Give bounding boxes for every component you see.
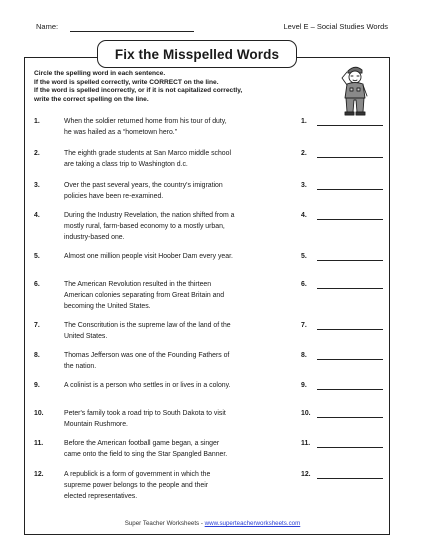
name-line[interactable] [70, 31, 194, 32]
question-line: When the soldier returned home from his tour of duty, [64, 118, 227, 125]
answer-line[interactable] [317, 359, 383, 360]
question-number: 5. [34, 253, 40, 260]
answer-number: 5. [301, 253, 307, 260]
question-text [64, 116, 314, 138]
instruction-line: Circle the spelling word in each sentence. [34, 70, 166, 77]
question-text [64, 438, 314, 460]
question-text [64, 251, 314, 262]
answer-line[interactable] [317, 189, 383, 190]
footer-brand: Super Teacher Worksheets - [124, 520, 203, 527]
question-line: Peter's family took a road trip to South Dakota to visit [64, 410, 226, 417]
question-line: policies have been re-examined. [64, 193, 164, 200]
question-line: A colinist is a person who settles in or lives in a colony. [64, 382, 231, 389]
question-line: elected representatives. [64, 493, 138, 500]
footer-link[interactable]: www.superteacherworksheets.com [204, 520, 301, 527]
question-text [64, 469, 314, 502]
instruction-line: If the word is spelled incorrectly, or if it is not capitalized correctly, [34, 87, 243, 95]
question-line: industry-based one. [64, 234, 125, 241]
page-title: Fix the Misspelled Words [97, 40, 297, 68]
answer-line[interactable] [317, 219, 383, 220]
question-line: The eighth grade students at San Marco middle school [64, 150, 232, 157]
instructions [34, 70, 334, 104]
answer-line[interactable] [317, 389, 383, 390]
level-label: Level E – Social Studies Words [283, 22, 388, 31]
question-text [64, 320, 314, 342]
question-line: Mountain Rushmore. [64, 421, 128, 428]
header-row [36, 22, 388, 36]
question-number: 9. [34, 382, 40, 389]
question-number: 4. [34, 212, 40, 219]
instruction-line: If the word is spelled correctly, write CORRECT on the line. [34, 78, 219, 86]
answer-line[interactable] [317, 125, 383, 126]
question-text [64, 380, 314, 391]
answer-number: 1. [301, 118, 307, 125]
answer-line[interactable] [317, 417, 383, 418]
question-line: A republick is a form of government in which the [64, 471, 211, 478]
question-line: United States. [64, 333, 108, 340]
answer-number: 8. [301, 352, 307, 359]
question-text [64, 408, 314, 430]
question-text [64, 180, 314, 202]
question-number: 2. [34, 150, 40, 157]
footer [0, 520, 425, 527]
question-line: Before the American football game began, a singer [64, 440, 220, 447]
answer-number: 12. [301, 471, 311, 478]
question-number: 1. [34, 118, 40, 125]
question-line: are taking a class trip to Washington d.c. [64, 161, 188, 168]
answer-line[interactable] [317, 447, 383, 448]
question-text [64, 279, 314, 312]
answer-line[interactable] [317, 329, 383, 330]
answer-number: 3. [301, 182, 307, 189]
question-line: Thomas Jefferson was one of the Founding Fathers of [64, 352, 230, 359]
question-line: becoming the United States. [64, 303, 151, 310]
answer-number: 11. [301, 440, 311, 447]
answer-number: 9. [301, 382, 307, 389]
answer-number: 2. [301, 150, 307, 157]
question-line: American colonies separating from Great Britain and [64, 292, 225, 299]
question-number: 7. [34, 322, 40, 329]
question-line: came onto the field to sing the Star Spangled Banner. [64, 451, 228, 458]
instruction-line: write the correct spelling on the line. [34, 95, 149, 103]
question-number: 11. [34, 440, 44, 447]
question-line: The Conscritution is the supreme law of the land of the [64, 322, 231, 329]
question-number: 10. [34, 410, 44, 417]
answer-number: 6. [301, 281, 307, 288]
question-line: During the Industry Revelation, the nation shifted from a [64, 212, 235, 219]
question-text [64, 350, 314, 372]
question-line: The American Revolution resulted in the thirteen [64, 281, 212, 288]
answer-line[interactable] [317, 478, 383, 479]
answer-number: 4. [301, 212, 307, 219]
answer-line[interactable] [317, 288, 383, 289]
name-label: Name: [36, 22, 59, 31]
question-number: 6. [34, 281, 40, 288]
question-line: the nation. [64, 363, 97, 370]
question-line: supreme power belongs to the people and their [64, 482, 209, 489]
question-line: Almost one million people visit Hoober Dam every year. [64, 253, 233, 260]
answer-number: 7. [301, 322, 307, 329]
answer-line[interactable] [317, 260, 383, 261]
question-number: 8. [34, 352, 40, 359]
question-line: Over the past several years, the country's imigration [64, 182, 223, 189]
answer-line[interactable] [317, 157, 383, 158]
answer-number: 10. [301, 410, 311, 417]
question-text [64, 148, 314, 170]
question-number: 3. [34, 182, 40, 189]
question-text [64, 210, 314, 243]
question-line: mostly rural, farm-based economy to a mostly urban, [64, 223, 225, 230]
soldier-saluting-icon [335, 62, 375, 118]
question-line: he was hailed as a “hometown hero.” [64, 129, 177, 136]
question-number: 12. [34, 471, 44, 478]
